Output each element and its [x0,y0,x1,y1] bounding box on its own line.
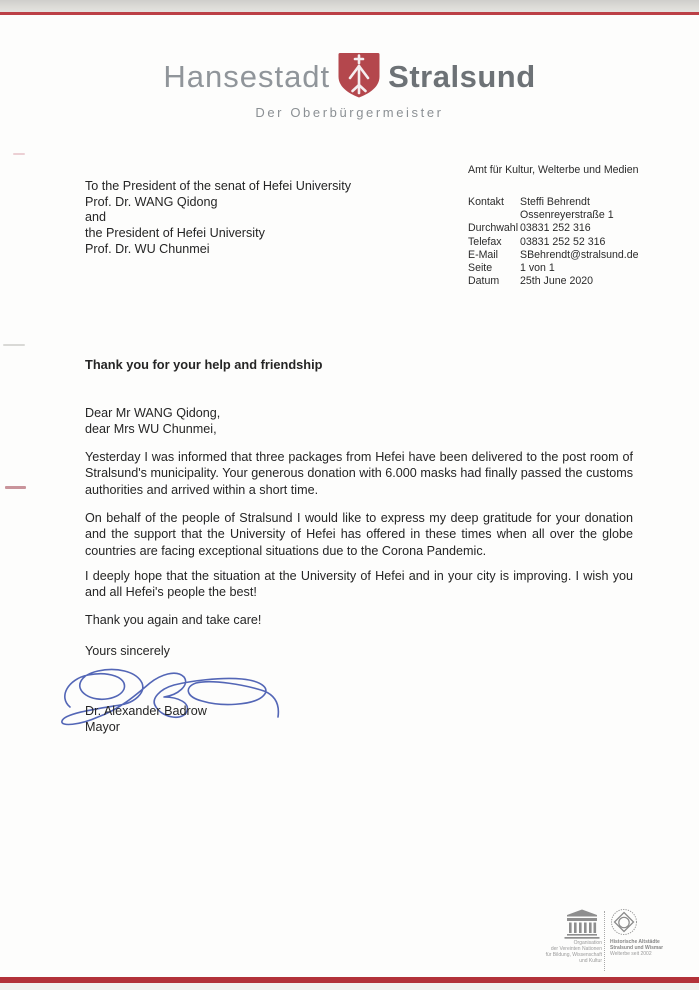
unesco-logo-block [542,908,602,965]
letterhead-subtitle: Der Oberbürgermeister [255,105,444,120]
subject-line: Thank you for your help and friendship [85,357,323,372]
body-paragraph: Yesterday I was informed that three packages from Hefei have been delivered to the post room of Stralsund's municipality. Your generous donation with 6.000 masks had finally passed the customs authorities and arrived within a short time. [85,450,633,497]
footer-divider [604,911,605,971]
recipient-line: Prof. Dr. WU Chunmei [85,241,210,256]
stralsund-coat-of-arms-icon [337,51,381,99]
body-paragraph: Thank you again and take care! [85,613,262,627]
department-line: Amt für Kultur, Welterbe und Medien [468,164,639,176]
recipient-line: and [85,210,107,225]
signer-title: Mayor [85,719,120,734]
recipient-line: To the President of the senat of Hefei University [85,179,352,193]
salutation-line: Dear Mr WANG Qidong, [85,406,221,420]
letterhead [0,55,699,120]
salutation-line: dear Mrs WU Chunmei, [85,422,217,437]
letterhead-hansestadt-text: Hansestadt [163,59,331,94]
heritage-caption: Historische Altstädte Stralsund und Wismar Welterbe seit 2002 [610,939,664,957]
scan-edge-bottom [0,983,699,990]
world-heritage-emblem-icon [610,908,638,936]
contact-row: Ossenreyerstraße 1 [520,209,614,222]
scan-edge-top [0,0,699,12]
signer-block [85,704,207,735]
recipient-line: Prof. Dr. WANG Qidong [85,194,218,209]
contact-row: Durchwahl 03831 252 316 [468,222,591,235]
unesco-caption: Organisation der Vereinten Nationen für Bildung, Wissenschaft und Kultur [545,940,602,964]
salutation-block [85,405,220,437]
letterhead-logo-row [0,55,699,99]
contact-row: Seite 1 von 1 [468,262,555,275]
fold-mark [3,344,25,346]
recipient-line: the President of Hefei University [85,226,265,241]
world-heritage-block [610,908,690,958]
letterhead-stralsund-text: Stralsund [388,59,536,94]
contact-row: Kontakt Steffi Behrendt [468,196,590,208]
signer-name: Dr. Alexander Badrow [85,704,207,718]
contact-row: E-Mail SBehrendt@stralsund.de [468,248,639,261]
recipient-block [85,179,351,258]
unesco-temple-icon [562,908,602,939]
scan-edge-top-red-line [0,12,699,15]
contact-row: Datum 25th June 2020 [468,275,594,288]
contact-block [468,196,639,288]
contact-row: Telefax 03831 252 52 316 [468,235,606,248]
body-paragraph: On behalf of the people of Stralsund I would like to express my deep gratitude for your donation and the support that the University of Hefei has offered in these times when all over the globe countries are facing exceptional situations due to the Corona Pandemic. [85,511,633,558]
closing-line: Yours sincerely [85,644,170,658]
body-paragraph: I deeply hope that the situation at the University of Hefei and in your city is improving. I wish you and all Hefei's people the best! [85,569,633,600]
fold-mark [13,153,25,155]
fold-mark [5,486,26,489]
